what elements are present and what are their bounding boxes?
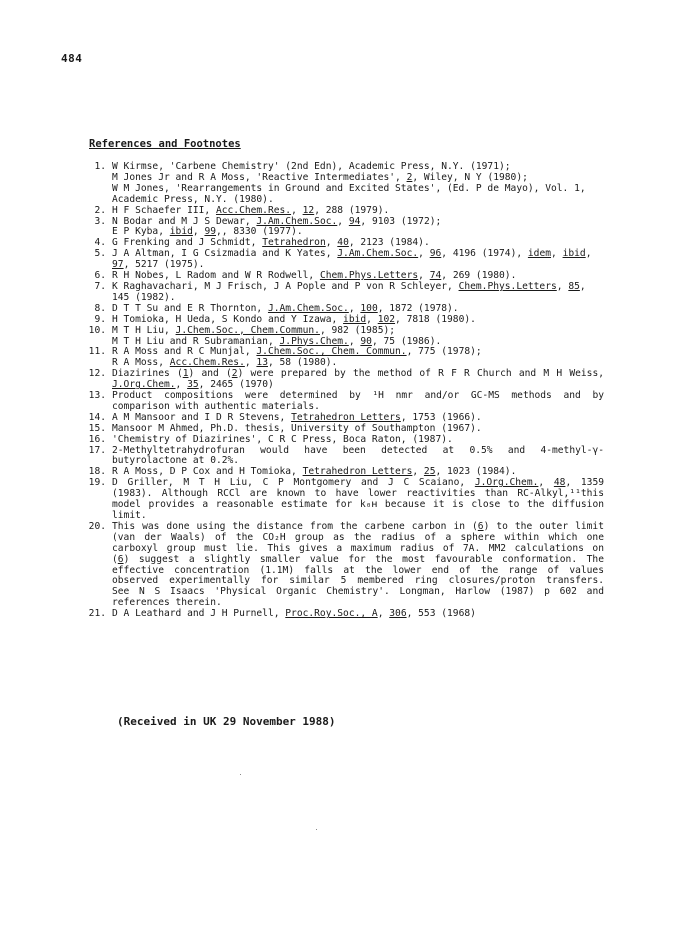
reference-text [112,609,604,620]
citation-emphasis: 99 [204,226,216,238]
reference-segment: , [348,302,361,314]
citation-emphasis: Tetrahedron Letters [291,411,401,423]
citation-emphasis: 6 [117,553,124,565]
reference-segment: E P Kyba, [112,226,170,238]
reference-segment: model provides a reasonable estimate for k₀ʜ because it is close to the diffusion [112,499,604,511]
reference-segment: D A Leathard and J H Purnell, [112,608,286,620]
reference-item [84,326,604,348]
reference-segment: observed experimentally for similar 5 membered ring closures/proton transfers. [112,575,604,587]
citation-emphasis: ibid [169,226,193,238]
reference-text [112,391,604,413]
citation-emphasis: ibid [562,248,586,260]
section-title: References and Footnotes [89,138,241,150]
reference-segment: , 982 (1985); [319,324,396,336]
citation-emphasis: 100 [360,302,378,314]
reference-segment: R A Moss and R C Munjal, [112,346,257,358]
citation-emphasis: 25 [423,466,436,478]
reference-item [84,162,604,206]
reference-number: 6. [94,270,106,282]
reference-number: 5. [94,248,106,260]
reference-segment: Mansoor M Ahmed, Ph.D. thesis, University of Southampton (1967). [112,422,482,434]
citation-emphasis: 6 [477,520,484,532]
citation-emphasis: 74 [429,270,442,282]
reference-item [84,391,604,413]
reference-segment: D Griller, M T H Liu, C P Montgomery and J C Scaiano, [112,477,475,489]
reference-segment: , [551,248,563,260]
reference-item [84,217,604,239]
reference-item [84,478,604,522]
reference-segment: ( [112,553,118,565]
reference-number: 12. [88,368,106,380]
reference-segment: , 288 (1979). [314,204,390,216]
reference-segment: D T T Su and E R Thornton, [112,302,268,314]
reference-segment: , [418,270,430,282]
citation-emphasis: 35 [187,379,199,391]
reference-segment: A M Mansoor and I D R Stevens, [112,411,292,423]
reference-segment: 2-Methyltetrahydrofuran would have been detected at 0.5% and 4-methyl-γ- [112,444,604,456]
citation-emphasis: J.Am.Chem.Soc. [256,215,338,227]
reference-line [112,282,604,293]
reference-segment: W M Jones, 'Rearrangements in Ground and Excited States', (Ed. P de Mayo), Vol. 1, [112,182,586,194]
reference-segment: , [175,379,188,391]
reference-segment: M Jones Jr and R A Moss, 'Reactive Intermediates', [112,171,407,183]
reference-number: 21. [88,608,106,620]
reference-segment: See N S Isaacs 'Physical Organic Chemistry'. Longman, Harlow (1987) p 602 and [112,586,604,598]
reference-segment: Academic Press, N.Y. (1980). [112,193,274,205]
reference-segment: references therein. [112,597,222,609]
reference-segment: butyrolactone at 0.2%. [112,455,240,467]
reference-number: 11. [88,346,106,358]
reference-segment: R A Moss, [112,357,170,369]
reference-segment: ) to the outer limit [483,520,604,532]
reference-number: 20. [88,520,106,532]
reference-segment: G Frenking and J Schmidt, [112,237,263,249]
citation-emphasis: 13 [256,357,268,369]
citation-emphasis: Proc.Roy.Soc., A [285,608,378,620]
reference-segment: , [377,608,390,620]
reference-segment: , [325,237,338,249]
citation-emphasis: Acc.Chem.Res. [215,204,292,216]
reference-text [112,162,604,206]
citation-emphasis: 306 [389,608,407,620]
reference-segment: , 1359 [565,477,605,489]
citation-emphasis: 1 [182,368,189,380]
reference-text [112,249,604,271]
citation-emphasis: Acc.Chem.Res. [169,357,245,369]
reference-number: 16. [88,433,106,445]
citation-emphasis: Chem.Phys.Letters [458,280,557,292]
reference-text [112,369,604,391]
citation-emphasis: 94 [348,215,361,227]
citation-emphasis: 2 [406,171,413,183]
reference-item [84,347,604,369]
reference-segment: R A Moss, D P Cox and H Tomioka, [112,466,303,478]
reference-segment: Diazirines ( [112,368,183,380]
reference-list [84,162,604,620]
citation-emphasis: J.Am.Chem.Soc. [337,248,419,260]
reference-segment: , [192,226,205,238]
reference-line [112,500,604,511]
reference-number: 3. [94,215,106,227]
reference-number: 14. [88,411,106,423]
reference-number: 15. [88,422,106,434]
reference-segment: , Wiley, N Y (1980); [412,171,528,183]
page-number: 484 [61,52,83,65]
reference-segment: , [412,466,424,478]
reference-segment: , 58 (1980). [267,357,338,369]
reference-text [112,478,604,522]
citation-emphasis: Tetrahedron Letters [302,466,413,478]
reference-number: 4. [94,237,106,249]
reference-segment: , [244,357,257,369]
citation-emphasis: 96 [429,248,442,260]
reference-line [112,609,604,620]
citation-emphasis: Chem.Phys.Letters [319,270,419,282]
reference-segment: W Kirmse, 'Carbene Chemistry' (2nd Edn), Academic Press, N.Y. (1971); [112,161,511,172]
reference-segment: 'Chemistry of Diazirines', C R C Press, Boca Raton, (1987). [112,433,453,445]
reference-segment: , 9103 (1972); [360,215,442,227]
reference-number: 10. [88,324,106,336]
reference-segment: Product compositions were determined by ¹H nmr and/or GC-MS methods and by [112,390,604,402]
reference-text [112,347,604,369]
citation-emphasis: 85 [568,280,580,292]
reference-text [112,446,604,468]
reference-segment: , 1023 (1984). [435,466,517,478]
citation-emphasis: J.Org.Chem. [112,379,176,391]
reference-segment: ) and ( [188,368,232,380]
reference-text [112,217,604,239]
citation-emphasis: idem [527,248,552,260]
reference-number: 17. [88,444,106,456]
reference-segment: , [337,215,349,227]
reference-segment: , 2465 (1970) [198,379,274,391]
reference-number: 13. [88,390,106,402]
reference-segment: effective concentration (1.1M) falls at the lower end of the range of values [112,564,604,576]
reference-segment: ) suggest a slightly smaller value for the most favourable conformation. The [123,553,604,565]
citation-emphasis: 97 [112,259,124,271]
reference-number: 1. [94,161,106,172]
citation-emphasis: 102 [377,313,396,325]
reference-segment: , [366,313,378,325]
citation-emphasis: J.Org.Chem. [474,477,539,489]
reference-segment: , [348,335,361,347]
citation-emphasis: 90 [360,335,372,347]
reference-item [84,282,604,304]
reference-segment: H F Schaefer III, [112,204,216,216]
reference-segment: , [418,248,430,260]
reference-number: 9. [94,313,106,325]
reference-segment: ) were prepared by the method of R F R Church and M H Weiss, [237,368,605,380]
reference-item [84,446,604,468]
reference-number: 7. [94,280,106,292]
citation-emphasis: 2 [231,368,238,380]
citation-emphasis: ibid [343,313,367,325]
reference-segment: limit. [112,510,147,521]
citation-emphasis: 12 [302,204,315,216]
citation-emphasis: Tetrahedron [262,237,326,249]
received-date: (Received in UK 29 November 1988) [117,715,336,728]
reference-segment: , 1872 (1978). [377,302,459,314]
reference-segment: (van der Waals) of the CO₂H group as the radius of a sphere within which one [112,531,604,543]
reference-segment: , 75 (1986). [371,335,442,347]
reference-segment: (1983). Although RCCl are known to have lower reactivities than RC-Alkyl,¹¹this [112,488,604,500]
citation-emphasis: J.Am.Chem.Soc. [267,302,349,314]
reference-segment: M T H Liu and R Subramanian, [112,335,280,347]
reference-segment: , 1753 (1966). [400,411,482,423]
reference-segment: comparison with authentic materials. [112,400,320,412]
reference-number: 18. [88,466,106,478]
reference-text [112,326,604,348]
reference-number: 19. [88,477,106,489]
citation-emphasis: J.Chem.Soc., Chem.Commun. [175,324,320,336]
reference-item [84,522,604,609]
reference-segment: J A Altman, I G Csizmadia and K Yates, [112,248,338,260]
reference-segment: , 553 (1968) [406,608,476,620]
reference-segment: , 4196 (1974), [441,248,528,260]
reference-segment: , 775 (1978); [406,346,482,358]
reference-segment: , 269 (1980). [441,270,517,282]
reference-number: 2. [94,204,106,216]
scan-speck [240,774,241,775]
reference-segment: ,, 8330 (1977). [216,226,303,238]
scan-speck [316,829,317,830]
reference-segment: , [291,204,303,216]
reference-text [112,522,604,609]
reference-text [112,282,604,304]
reference-segment: , [579,280,586,292]
reference-number: 8. [94,302,106,314]
citation-emphasis: J.Chem.Soc., Chem. Commun. [256,346,407,358]
reference-segment: , 2123 (1984). [348,237,430,249]
reference-item [84,249,604,271]
reference-segment: H Tomioka, H Ueda, S Kondo and Y Izawa, [112,313,344,325]
reference-segment: , 5217 (1975). [123,259,205,271]
reference-segment: This was done using the distance from the carbene carbon in ( [112,520,478,532]
reference-segment: K Raghavachari, M J Frisch, J A Pople and P von R Schleyer, [112,280,459,292]
reference-segment: R H Nobes, L Radom and W R Rodwell, [112,270,320,282]
reference-segment: M T H Liu, [112,324,176,336]
reference-item [84,369,604,391]
reference-segment: , [538,477,554,489]
citation-emphasis: J.Phys.Chem. [279,335,349,347]
reference-segment: , 7818 (1980). [395,313,476,325]
reference-segment: , [556,280,569,292]
reference-segment: carboxyl group must lie. This gives a maximum radius of 7A. MM2 calculations on [112,542,604,554]
reference-segment: , [585,248,592,260]
reference-item [84,609,604,620]
reference-segment: 145 (1982). [112,291,176,303]
reference-segment: N Bodar and M J S Dewar, [112,215,257,227]
citation-emphasis: 40 [337,237,349,249]
citation-emphasis: 48 [553,477,566,489]
